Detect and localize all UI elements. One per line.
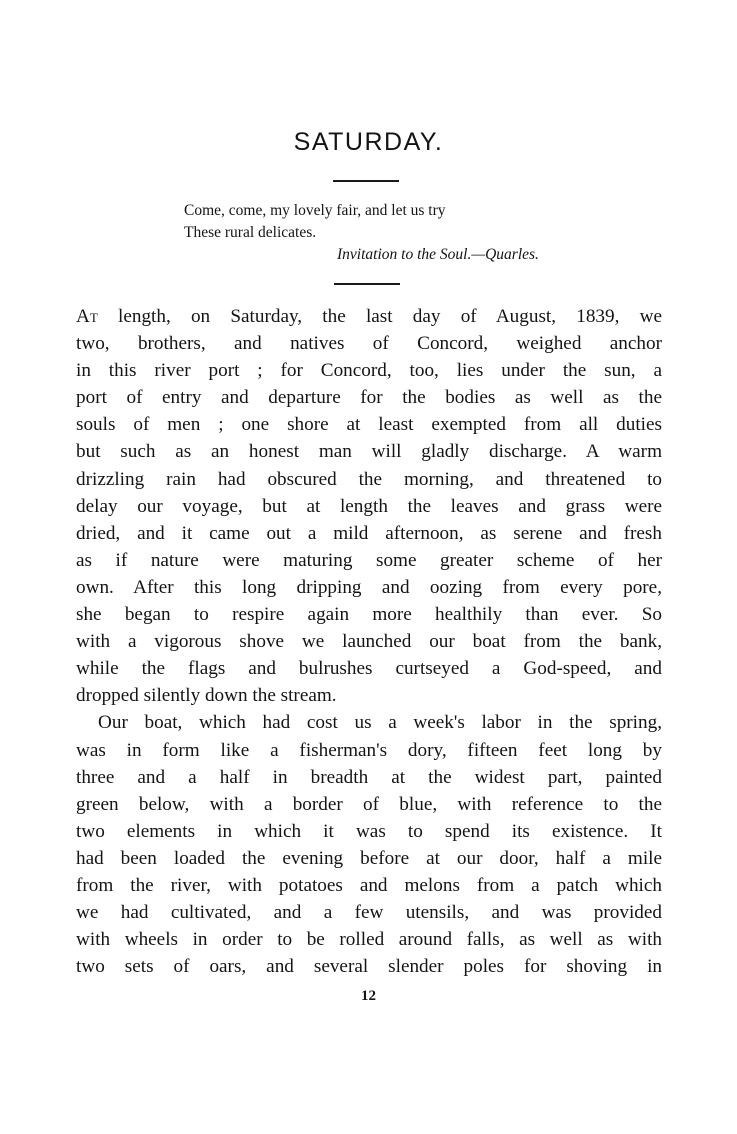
page-number: 12 xyxy=(361,988,376,1004)
body-text xyxy=(76,303,662,980)
epigraph-divider xyxy=(334,283,400,285)
paragraph-1-line: delay our voyage, but at length the leaves and grass were xyxy=(76,495,662,517)
epigraph-line: Come, come, my lovely fair, and let us try xyxy=(184,202,446,219)
epigraph-attribution: Invitation to the Soul.—Quarles. xyxy=(337,246,539,263)
paragraph-2-line: two sets of oars, and several slender poles for shoving in xyxy=(76,956,662,978)
paragraph-2-line: Our boat, which had cost us a week's labor in the spring, xyxy=(98,712,662,734)
paragraph-1-line: in this river port ; for Concord, too, lies under the sun, a xyxy=(76,360,662,382)
paragraph-2-line: we had cultivated, and a few utensils, and was provided xyxy=(76,902,662,924)
paragraph-2-line: was in form like a fisherman's dory, fifteen feet long by xyxy=(76,739,662,761)
paragraph-1-line: drizzling rain had obscured the morning, and threatened to xyxy=(76,468,662,490)
paragraph-1-line: while the flags and bulrushes curtseyed a God-speed, and xyxy=(76,658,662,680)
paragraph-1-line: two, brothers, and natives of Concord, weighed anchor xyxy=(76,333,662,355)
paragraph-1-line xyxy=(76,303,662,330)
first-line-text: length, on Saturday, the last day of August, 1839, we xyxy=(97,306,662,327)
paragraph-1-line: she began to respire again more healthily than ever. So xyxy=(76,604,662,626)
paragraph-1-line: souls of men ; one shore at least exempted from all duties xyxy=(76,414,662,436)
paragraph-1-line: as if nature were maturing some greater scheme of her xyxy=(76,549,662,571)
paragraph-2-line: had been loaded the evening before at our door, half a mile xyxy=(76,847,662,869)
opening-word: At xyxy=(76,306,98,327)
paragraph-1-line: but such as an honest man will gladly discharge. A warm xyxy=(76,441,662,463)
paragraph-1-line: port of entry and departure for the bodies as well as the xyxy=(76,387,662,409)
epigraph xyxy=(184,200,624,266)
epigraph-line: These rural delicates. xyxy=(184,224,317,241)
paragraph-1-line: dropped silently down the stream. xyxy=(76,685,337,707)
paragraph-1-line: with a vigorous shove we launched our boat from the bank, xyxy=(76,631,662,653)
paragraph-2-line: with wheels in order to be rolled around falls, as well as with xyxy=(76,929,662,951)
paragraph-2-line: green below, with a border of blue, with reference to the xyxy=(76,793,662,815)
paragraph-2-line: two elements in which it was to spend its existence. It xyxy=(76,820,662,842)
paragraph-1-line: dried, and it came out a mild afternoon, as serene and fresh xyxy=(76,522,662,544)
chapter-title: SATURDAY. xyxy=(293,128,444,156)
paragraph-1-line: own. After this long dripping and oozing from every pore, xyxy=(76,576,662,598)
title-divider xyxy=(333,180,399,182)
paragraph-2-line: three and a half in breadth at the widest part, painted xyxy=(76,766,662,788)
paragraph-2-line: from the river, with potatoes and melons from a patch which xyxy=(76,874,662,896)
